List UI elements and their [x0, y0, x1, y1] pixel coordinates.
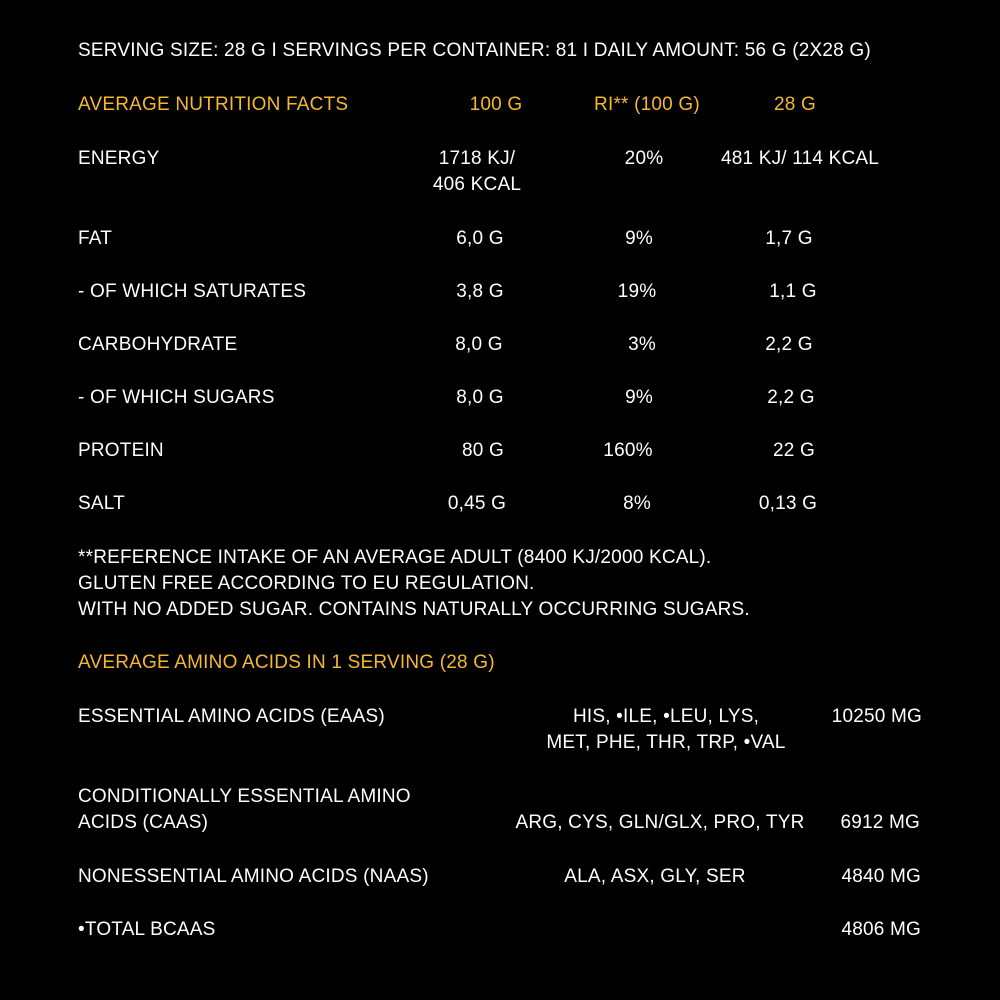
energy-kcal-line: 406 KCAL — [432, 174, 522, 195]
amino-acids-line: HIS, •ILE, •LEU, LYS, — [572, 706, 760, 727]
nutrient-ri: 8% — [623, 493, 651, 514]
nutrition-heading: AVERAGE NUTRITION FACTS — [78, 94, 349, 115]
footnote-line: **REFERENCE INTAKE OF AN AVERAGE ADULT (8400 KJ/2000 KCAL). — [78, 547, 712, 568]
amino-acids-list: ALA, ASX, GLY, SER — [564, 866, 746, 887]
nutrient-per100: 0,45 G — [447, 493, 507, 514]
nutrient-ri: 19% — [617, 281, 657, 302]
nutrient-name: - OF WHICH SUGARS — [78, 387, 275, 408]
amino-amount: 4806 MG — [841, 919, 921, 940]
amino-acids-list — [516, 704, 816, 756]
nutrient-name: ENERGY — [78, 148, 160, 169]
nutrient-per-serving: 2,2 G — [767, 387, 815, 408]
amino-group-name: NONESSENTIAL AMINO ACIDS (NAAS) — [78, 866, 429, 887]
amino-group-name-line: CONDITIONALLY ESSENTIAL AMINO — [78, 786, 411, 807]
amino-group-name — [78, 784, 411, 836]
nutrient-name: FAT — [78, 228, 113, 249]
col-header-28g: 28 G — [774, 94, 816, 115]
amino-amount: 4840 MG — [841, 866, 921, 887]
amino-amount: 6912 MG — [840, 812, 920, 833]
nutrient-per100: 80 G — [462, 440, 504, 461]
nutrient-per-serving: 1,7 G — [765, 228, 813, 249]
nutrient-per100: 3,8 G — [456, 281, 504, 302]
nutrient-ri: 3% — [628, 334, 656, 355]
amino-acids-list: ARG, CYS, GLN/GLX, PRO, TYR — [515, 812, 805, 833]
nutrient-ri: 9% — [625, 228, 653, 249]
nutrient-per-serving: 1,1 G — [769, 281, 817, 302]
amino-heading: AVERAGE AMINO ACIDS IN 1 SERVING (28 G) — [78, 652, 495, 673]
nutrient-per-serving: 2,2 G — [765, 334, 813, 355]
energy-kj-line: 1718 KJ/ — [438, 148, 516, 169]
nutrient-name: - OF WHICH SATURATES — [78, 281, 307, 302]
serving-info: SERVING SIZE: 28 G I SERVINGS PER CONTAINER: 81 I DAILY AMOUNT: 56 G (2X28 G) — [78, 40, 871, 61]
nutrient-per-serving: 0,13 G — [758, 493, 818, 514]
nutrient-per-serving: 481 KJ/ 114 KCAL — [720, 148, 880, 169]
amino-group-name: ESSENTIAL AMINO ACIDS (EAAS) — [78, 706, 385, 727]
amino-acids-line: MET, PHE, THR, TRP, •VAL — [546, 732, 786, 753]
nutrient-per100 — [417, 146, 537, 198]
nutrient-ri: 9% — [625, 387, 653, 408]
amino-amount: 10250 MG — [831, 706, 922, 727]
amino-group-name: •TOTAL BCAAS — [78, 919, 216, 940]
nutrient-ri: 160% — [603, 440, 653, 461]
nutrient-name: CARBOHYDRATE — [78, 334, 238, 355]
nutrient-name: SALT — [78, 493, 125, 514]
col-header-ri: RI** (100 G) — [594, 94, 700, 115]
nutrient-per100: 8,0 G — [455, 334, 503, 355]
nutrient-per100: 6,0 G — [456, 228, 504, 249]
footnote-line: GLUTEN FREE ACCORDING TO EU REGULATION. — [78, 573, 535, 594]
footnotes — [78, 545, 750, 623]
nutrient-per100: 8,0 G — [456, 387, 504, 408]
amino-group-name-line: ACIDS (CAAS) — [78, 812, 209, 833]
nutrient-name: PROTEIN — [78, 440, 164, 461]
footnote-line: WITH NO ADDED SUGAR. CONTAINS NATURALLY OCCURRING SUGARS. — [78, 599, 750, 620]
nutrient-ri: 20% — [624, 148, 664, 169]
col-header-100g: 100 G — [469, 94, 523, 115]
nutrient-per-serving: 22 G — [773, 440, 815, 461]
